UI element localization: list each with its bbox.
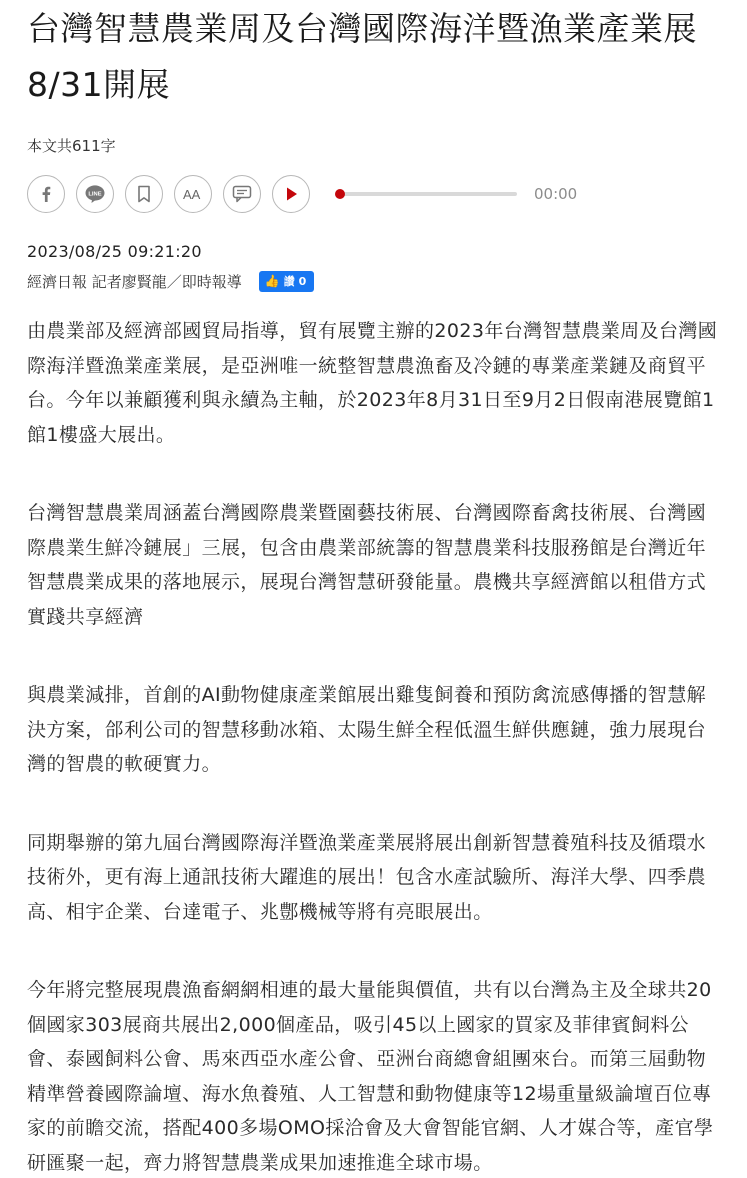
facebook-like-button[interactable] <box>259 271 314 292</box>
publish-datetime: 2023/08/25 09:21:20 <box>27 242 202 261</box>
line-icon <box>84 184 106 204</box>
article-paragraph: 台灣智慧農業周涵蓋台灣國際農業暨園藝技術展、台灣國際畜禽技術展、台灣國際農業生鮮冷鏈展」三展，包含由農業部統籌的智慧農業科技服務館是台灣近年智慧農業成果的落地展示，展現台灣智慧研發能量。農機共享經濟館以租借方式實踐共享經濟 <box>27 502 707 628</box>
audio-progress-knob[interactable] <box>335 189 345 199</box>
article-body <box>27 314 721 1178</box>
thumbs-up-icon: 👍 <box>264 274 280 288</box>
font-size-icon-label: AA <box>183 187 201 202</box>
article-paragraph: 由農業部及經濟部國貿局指導，貿有展覽主辦的2023年台灣智慧農業周及台灣國際海洋暨漁業產業展，是亞洲唯一統整智慧農漁畜及冷鏈的專業產業鏈及商貿平台。今年以兼顧獲利與永續為主軸，於2023年8月31日至9月2日假南港展覽館1館1樓盛大展出。 <box>27 320 718 446</box>
like-label: 讚 0 <box>283 275 307 288</box>
audio-progress-rail <box>339 192 517 196</box>
audio-progress-bar[interactable] <box>335 190 517 198</box>
facebook-icon <box>38 185 54 203</box>
article-paragraph: 今年將完整展現農漁畜網網相連的最大量能與價值，共有以台灣為主及全球共20個國家303展商共展出2,000個產品，吸引45以上國家的買家及菲律賓飼料公會、泰國飼料公會、馬來西亞水產公會、亞洲台商總會組團來台。而第三屆動物精準營養國際論壇、海水魚養殖、人工智慧和動物健康等12場重量級論壇百位專家的前瞻交流，搭配400多場OMO採洽會及大會智能官網、人才媒合等，產官學研匯聚一起，齊力將智慧農業成果加速推進全球市場。 <box>27 979 714 1174</box>
line-share-button[interactable] <box>76 175 114 213</box>
byline-row <box>27 270 721 292</box>
comment-button[interactable] <box>223 175 261 213</box>
audio-time: 00:00 <box>534 185 578 203</box>
font-size-icon <box>182 186 204 202</box>
font-size-button[interactable] <box>174 175 212 213</box>
word-count: 本文共611字 <box>27 137 116 155</box>
byline: 經濟日報 記者廖賢龍／即時報導 <box>27 272 242 291</box>
bookmark-icon <box>137 185 151 203</box>
facebook-share-button[interactable] <box>27 175 65 213</box>
comment-icon <box>232 185 252 203</box>
bookmark-button[interactable] <box>125 175 163 213</box>
article-paragraph: 同期舉辦的第九屆台灣國際海洋暨漁業產業展將展出創新智慧養殖科技及循環水技術外，更有海上通訊技術大躍進的展出！包含水產試驗所、海洋大學、四季農高、相宇企業、台達電子、兆鄷機械等將有亮眼展出。 <box>27 831 707 923</box>
article-toolbar <box>27 173 721 215</box>
play-icon <box>284 186 298 202</box>
line-icon-label: LINE <box>88 191 102 198</box>
audio-play-button[interactable] <box>272 175 310 213</box>
article-paragraph: 與農業減排，首創的AI動物健康產業館展出雞隻飼養和預防禽流感傳播的智慧解決方案，郃利公司的智慧移動冰箱、太陽生鮮全程低溫生鮮供應鏈，強力展現台灣的智農的軟硬實力。 <box>27 684 707 775</box>
article-title: 台灣智慧農業周及台灣國際海洋暨漁業產業展 8/31開展 <box>27 9 697 104</box>
